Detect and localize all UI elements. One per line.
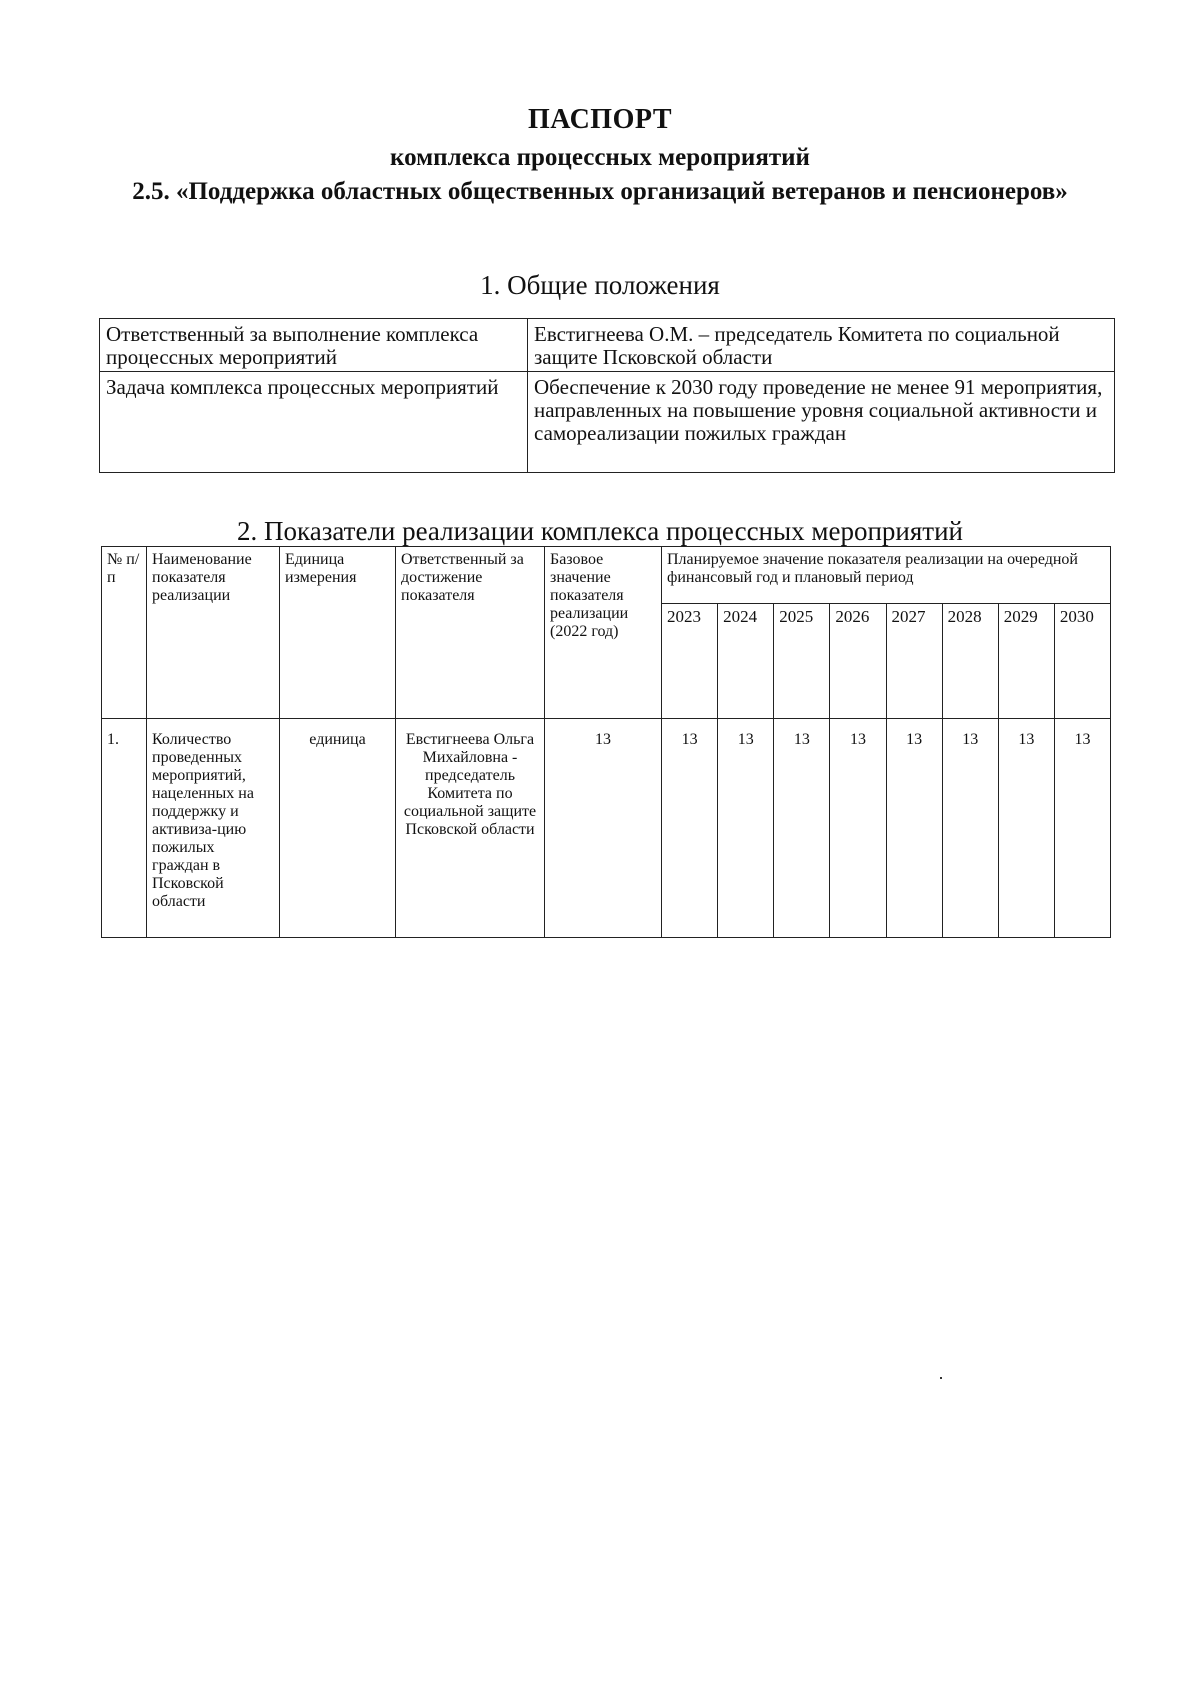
year-header: 2030 [1054, 604, 1110, 719]
row-year-value: 13 [718, 719, 774, 938]
scan-speck [940, 1377, 942, 1379]
row-year-value: 13 [662, 719, 718, 938]
year-header: 2028 [942, 604, 998, 719]
row-num: 1. [102, 719, 147, 938]
row-year-value: 13 [886, 719, 942, 938]
year-header: 2024 [718, 604, 774, 719]
row-indicator-name: Количество проведенных мероприятий, нацеленных на поддержку и активиза-цию пожилых граждан в Псковской области [147, 719, 280, 938]
document-title: ПАСПОРТ [527, 104, 672, 135]
col-planned-header: Планируемое значение показателя реализации на очередной финансовый год и плановый период [662, 547, 1111, 604]
responsible-value: Евстигнеева О.М. – председатель Комитета по социальной защите Псковской области [528, 319, 1115, 372]
table-row [102, 719, 1111, 938]
row-unit: единица [280, 719, 396, 938]
document-subtitle: комплекса процессных мероприятий [390, 144, 810, 171]
col-responsible-header: Ответственный за достижение показателя [396, 547, 545, 719]
section1-heading: 1. Общие положения [480, 270, 720, 300]
col-name-header: Наименование показателя реализации [147, 547, 280, 719]
row-year-value: 13 [942, 719, 998, 938]
row-year-value: 13 [1054, 719, 1110, 938]
program-name: 2.5. «Поддержка областных общественных организаций ветеранов и пенсионеров» [132, 178, 1068, 205]
table-header-row [102, 547, 1111, 604]
indicators-table [101, 546, 1111, 938]
col-unit-header: Единица измерения [280, 547, 396, 719]
task-label: Задача комплекса процессных мероприятий [100, 372, 528, 473]
table-row [100, 319, 1115, 372]
row-responsible: Евстигнеева Ольга Михайловна - председатель Комитета по социальной защите Псковской области [396, 719, 545, 938]
col-base-header: Базовое значение показателя реализации (2022 год) [545, 547, 662, 719]
year-header: 2027 [886, 604, 942, 719]
year-header: 2029 [998, 604, 1054, 719]
general-provisions-table [99, 318, 1115, 473]
task-value: Обеспечение к 2030 году проведение не менее 91 мероприятия, направленных на повышение уровня социальной активности и самореализации пожилых граждан [528, 372, 1115, 473]
col-num-header: № п/п [102, 547, 147, 719]
row-year-value: 13 [998, 719, 1054, 938]
year-header: 2025 [774, 604, 830, 719]
section2-heading: 2. Показатели реализации комплекса процессных мероприятий [237, 516, 963, 546]
row-year-value: 13 [830, 719, 886, 938]
table-row [100, 372, 1115, 473]
row-base-value: 13 [545, 719, 662, 938]
year-header: 2026 [830, 604, 886, 719]
row-year-value: 13 [774, 719, 830, 938]
responsible-label: Ответственный за выполнение комплекса процессных мероприятий [100, 319, 528, 372]
year-header: 2023 [662, 604, 718, 719]
